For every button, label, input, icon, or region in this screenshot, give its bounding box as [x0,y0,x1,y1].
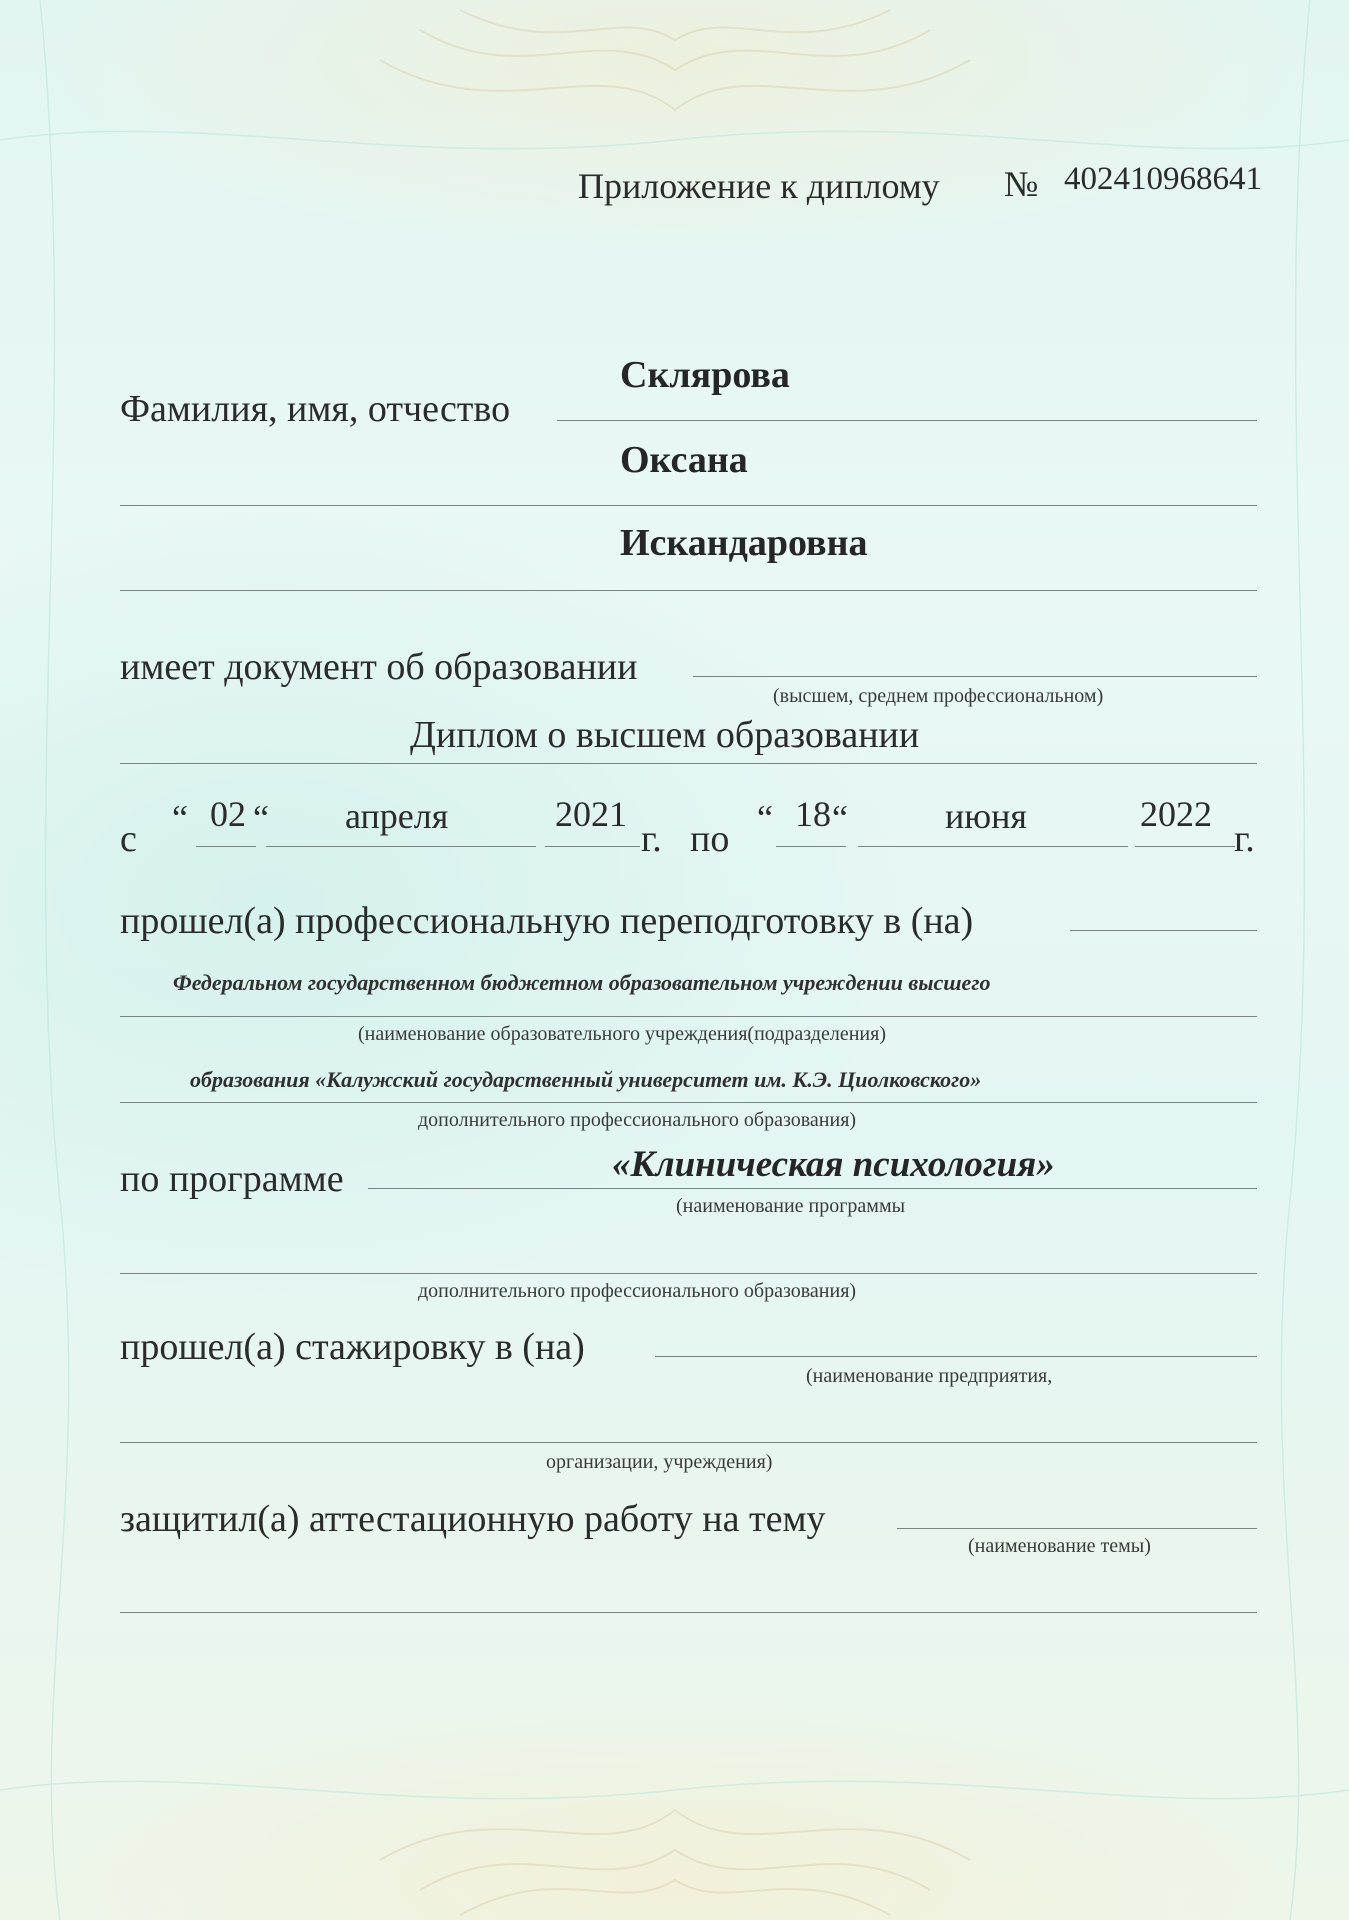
to-day-close-quote: “ [832,798,848,838]
thesis-rule [897,1528,1257,1529]
document-title: Приложение к диплому [578,166,940,206]
surname-rule [557,420,1257,421]
education-caption: (высшем, среднем профессиональном) [773,685,1104,707]
program-rule [368,1188,1257,1189]
name-rule [120,505,1257,506]
institution-caption1: (наименование образовательного учреждения(подразделения) [358,1023,886,1045]
from-year-rule [545,846,640,847]
from-month-value: апреля [345,796,449,836]
internship-rule [655,1356,1257,1357]
education-value: Диплом о высшем образовании [410,714,920,756]
from-month-rule [266,846,536,847]
institution-line2: образования «Калужский государственный университет им. К.Э. Циолковского» [190,1067,982,1092]
from-day-open-quote: “ [172,798,188,838]
internship-label: прошел(а) стажировку в (на) [120,1326,585,1368]
document-number: 402410968641 [1064,161,1262,197]
program-value: «Клиническая психология» [612,1144,1055,1185]
thesis-rule-2 [120,1612,1257,1613]
institution-line2-rule [120,1102,1257,1103]
fio-label: Фамилия, имя, отчество [120,388,511,430]
from-day-value: 02 [210,794,246,834]
number-sign: № [1004,164,1039,204]
from-day-rule [196,846,256,847]
internship-caption2: организации, учреждения) [546,1451,773,1473]
from-day-close-quote: “ [253,798,269,838]
to-day-value: 18 [795,794,831,834]
thesis-label: защитил(а) аттестационную работу на тему [120,1498,826,1540]
program-label: по программе [120,1158,344,1200]
to-month-rule [858,846,1128,847]
program-caption2: дополнительного профессионального образования) [418,1280,857,1302]
from-year-suffix: г. [641,818,662,860]
name-value: Оксана [620,439,748,481]
period-to-word: по [690,818,730,860]
retraining-rule [1070,930,1257,931]
to-year-value: 2022 [1140,794,1212,834]
to-day-open-quote: “ [757,798,773,838]
education-value-rule [120,763,1257,764]
surname-value: Склярова [620,354,790,396]
institution-line1: Федеральном государственном бюджетном образовательном учреждении высшего [173,970,991,995]
to-month-value: июня [945,796,1027,836]
internship-caption1: (наименование предприятия, [806,1365,1053,1387]
patronymic-rule [120,590,1257,591]
institution-caption2: дополнительного профессионального образования) [418,1109,857,1131]
program-rule-2 [120,1273,1257,1274]
to-year-rule [1135,846,1235,847]
retraining-label: прошел(а) профессиональную переподготовку в (на) [120,900,974,942]
to-day-rule [776,846,846,847]
thesis-caption: (наименование темы) [968,1535,1151,1557]
program-caption1: (наименование программы [676,1195,906,1217]
education-label: имеет документ об образовании [120,646,638,688]
education-rule [693,676,1257,677]
from-year-value: 2021 [555,794,627,834]
internship-rule-2 [120,1442,1257,1443]
period-prefix: с [120,818,137,860]
patronymic-value: Искандаровна [620,522,868,564]
institution-line1-rule [120,1016,1257,1017]
to-year-suffix: г. [1234,818,1255,860]
